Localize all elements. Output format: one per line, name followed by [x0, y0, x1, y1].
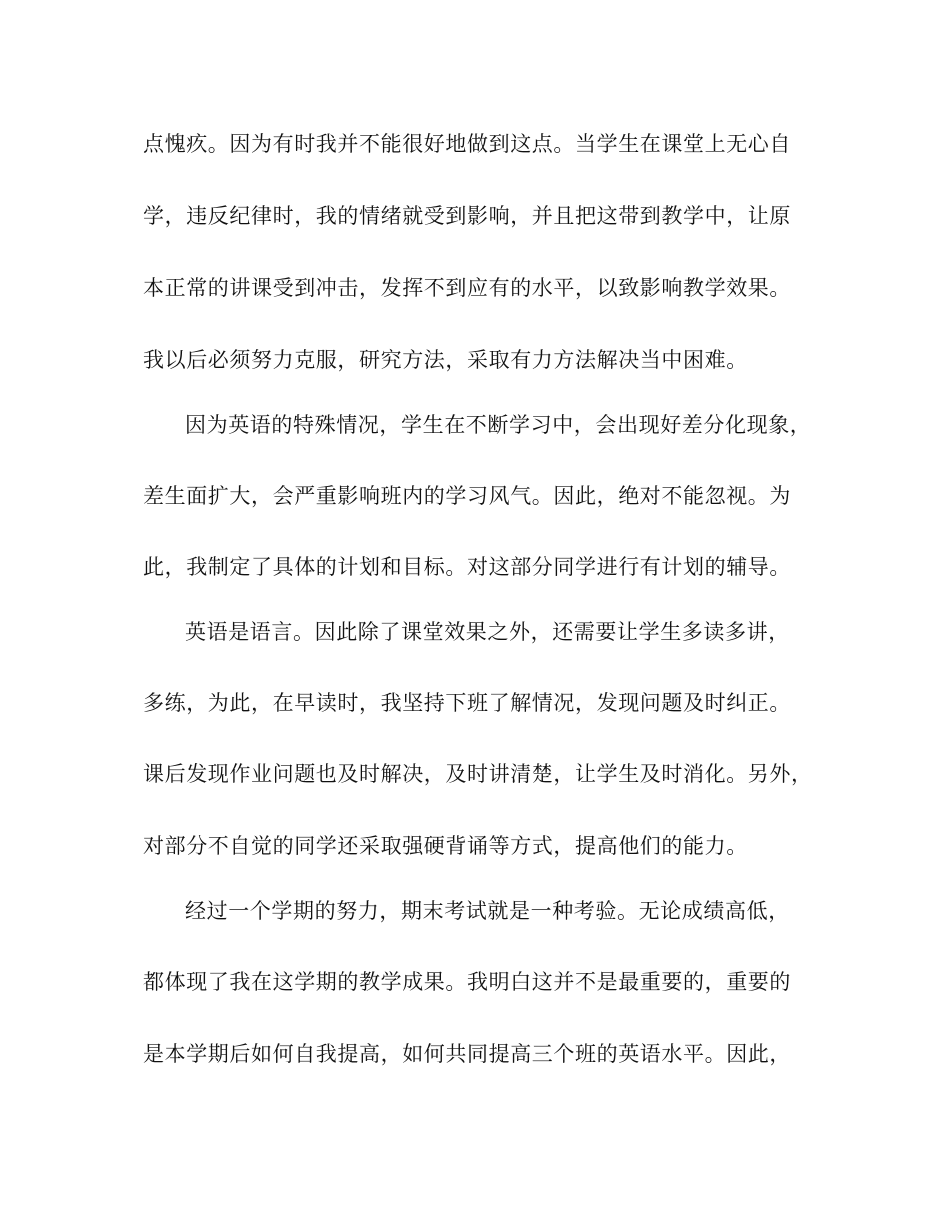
text-line-9: 多练，为此，在早读时，我坚持下班了解情况，发现问题及时纠正。 — [143, 691, 791, 715]
paragraph-start-line-12: 经过一个学期的努力，期末考试就是一种考验。无论成绩高低， — [185, 899, 790, 923]
text-line-6: 差生面扩大，会严重影响班内的学习风气。因此，绝对不能忽视。为 — [143, 484, 791, 508]
text-line-2: 学，违反纪律时，我的情绪就受到影响，并且把这带到教学中，让原 — [143, 204, 791, 228]
text-line-1: 点愧疚。因为有时我并不能很好地做到这点。当学生在课堂上无心自 — [143, 132, 791, 156]
paragraph-start-line-8: 英语是语言。因此除了课堂效果之外，还需要让学生多读多讲， — [185, 620, 790, 644]
text-line-14: 是本学期后如何自我提高，如何共同提高三个班的英语水平。因此， — [143, 1042, 791, 1066]
text-line-3: 本正常的讲课受到冲击，发挥不到应有的水平，以致影响教学效果。 — [143, 276, 791, 300]
text-line-4: 我以后必须努力克服，研究方法，采取有力方法解决当中困难。 — [143, 348, 748, 372]
text-line-10: 课后发现作业问题也及时解决，及时讲清楚，让学生及时消化。另外， — [143, 762, 813, 786]
text-line-11: 对部分不自觉的同学还采取强硬背诵等方式，提高他们的能力。 — [143, 834, 748, 858]
text-line-13: 都体现了我在这学期的教学成果。我明白这并不是最重要的，重要的 — [143, 970, 791, 994]
text-line-7: 此，我制定了具体的计划和目标。对这部分同学进行有计划的辅导。 — [143, 555, 791, 579]
paragraph-start-line-5: 因为英语的特殊情况，学生在不断学习中，会出现好差分化现象， — [185, 413, 812, 437]
